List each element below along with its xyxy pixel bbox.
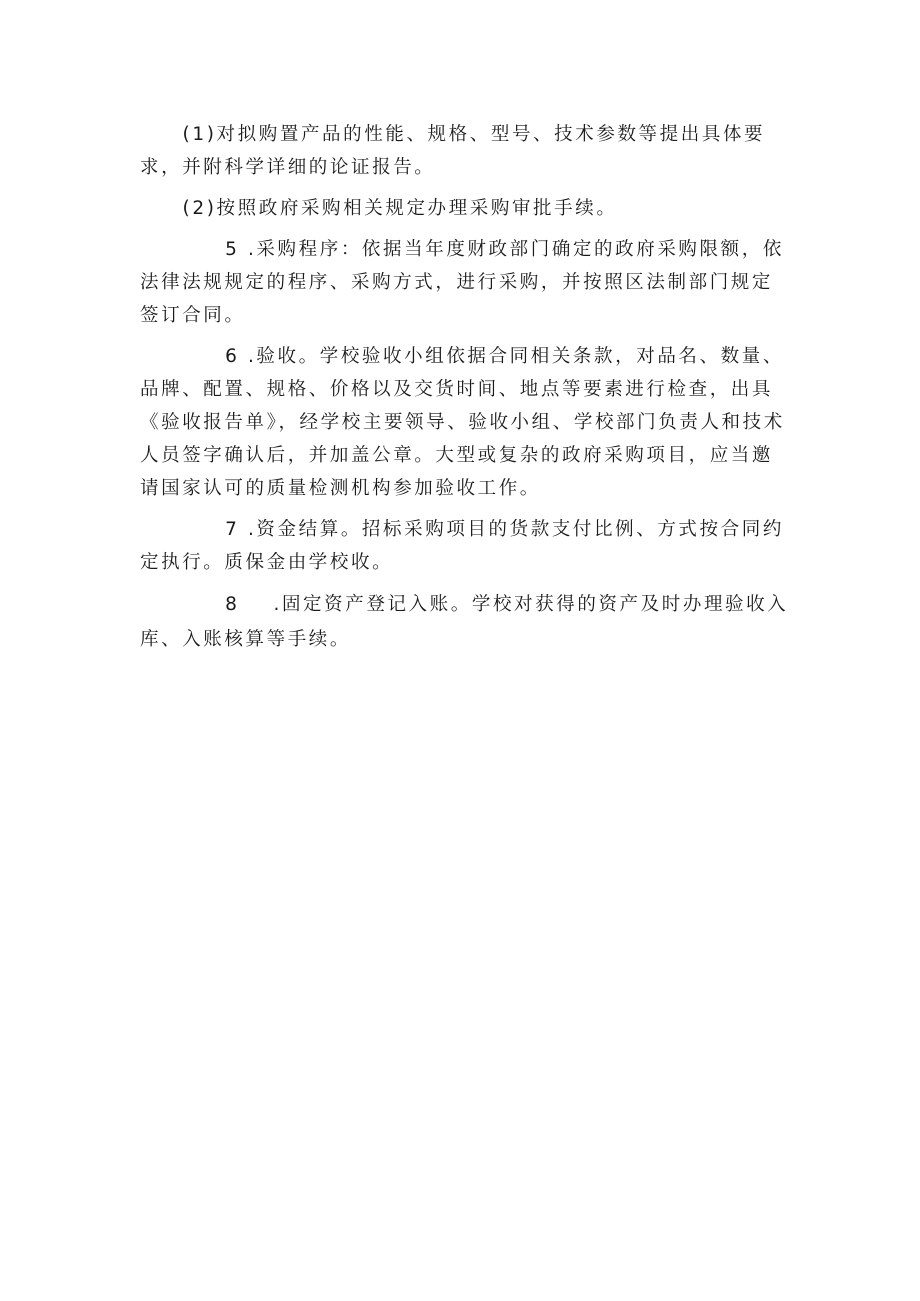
paragraph-text: .资金结算。招标采购项目的货款支付比例、方式按合同约定执行。质保金由学校收。: [140, 519, 784, 573]
paragraph-acceptance: [140, 340, 790, 505]
item-number: 6: [225, 346, 240, 367]
paragraph-text: .固定资产登记入账。学校对获得的资产及时办理验收入库、入账核算等手续。: [140, 594, 789, 650]
paragraph-asset-registration: [140, 587, 790, 657]
paragraph-requirement-2: (2)按照政府采购相关规定办理采购审批手续。: [182, 198, 618, 219]
paragraph-text: .验收。学校验收小组依据合同相关条款，对品名、数量、品牌、配置、规格、价格以及交货时间、地点等要素进行检查，出具《验收报告单》，经学校主要领导、验收小组、学校部门负责人和技术人员签字确认后，并加盖公章。大型或复杂的政府采购项目，应当邀请国家认可的质量检测机构参加验收工作。: [140, 346, 785, 499]
paragraph-procurement-procedure: [140, 233, 790, 332]
paragraph-fund-settlement: [140, 513, 790, 579]
paragraph-text: .采购程序：依据当年度财政部门确定的政府采购限额，依法律法规规定的程序、采购方式，进行采购，并按照区法制部门规定签订合同。: [140, 239, 784, 326]
document-body: [140, 118, 790, 657]
item-number: 8: [225, 594, 240, 615]
paragraph-requirement-1: (1)对拟购置产品的性能、规格、型号、技术参数等提出具体要求，并附科学详细的论证报告。: [140, 124, 766, 178]
item-number: 5: [225, 239, 240, 260]
item-number: 7: [225, 519, 240, 540]
